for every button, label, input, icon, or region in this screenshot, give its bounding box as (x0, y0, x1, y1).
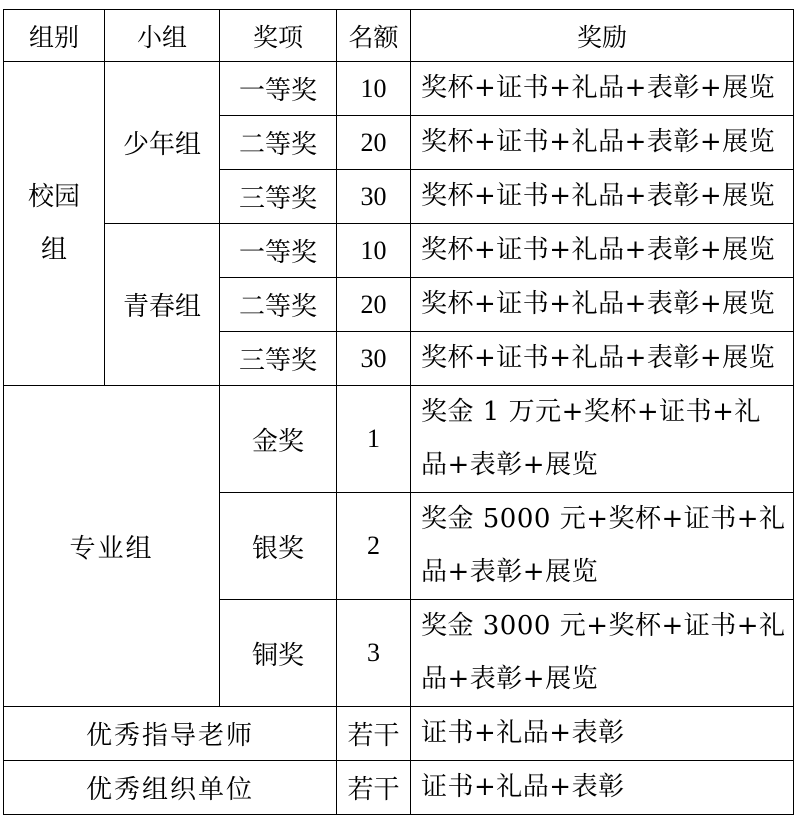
award-quota: 2 (337, 493, 411, 600)
special-quota: 若干 (337, 761, 411, 815)
award-reward: 奖杯+证书+礼品+表彰+展览 (411, 62, 794, 116)
award-quota: 20 (337, 278, 411, 332)
award-reward: 奖杯+证书+礼品+表彰+展览 (411, 278, 794, 332)
award-quota: 20 (337, 116, 411, 170)
award-reward: 奖杯+证书+礼品+表彰+展览 (411, 332, 794, 386)
award-item: 一等奖 (220, 224, 337, 278)
award-quota: 10 (337, 62, 411, 116)
special-reward: 证书+礼品+表彰 (411, 761, 794, 815)
award-quota: 30 (337, 332, 411, 386)
award-item: 二等奖 (220, 278, 337, 332)
table-row (4, 62, 794, 116)
header-row (4, 10, 794, 62)
special-item: 优秀组织单位 (4, 761, 337, 815)
table-row (4, 761, 794, 815)
award-quota: 10 (337, 224, 411, 278)
special-item: 优秀指导老师 (4, 707, 337, 761)
header-reward: 奖励 (411, 10, 794, 62)
special-quota: 若干 (337, 707, 411, 761)
award-quota: 1 (337, 386, 411, 493)
header-group: 组别 (4, 10, 105, 62)
awards-table (3, 9, 794, 815)
header-subgroup: 小组 (105, 10, 220, 62)
award-reward: 奖金 3000 元+奖杯+证书+礼品+表彰+展览 (411, 600, 794, 707)
group-professional: 专业组 (4, 386, 220, 707)
award-item: 三等奖 (220, 170, 337, 224)
group-campus: 校园组 (4, 62, 105, 386)
table-row (4, 386, 794, 493)
award-quota: 3 (337, 600, 411, 707)
award-reward: 奖杯+证书+礼品+表彰+展览 (411, 224, 794, 278)
award-reward: 奖杯+证书+礼品+表彰+展览 (411, 116, 794, 170)
award-item: 银奖 (220, 493, 337, 600)
table-row (4, 224, 794, 278)
header-quota: 名额 (337, 10, 411, 62)
table-row (4, 707, 794, 761)
award-reward: 奖金 1 万元+奖杯+证书+礼品+表彰+展览 (411, 386, 794, 493)
award-reward: 奖金 5000 元+奖杯+证书+礼品+表彰+展览 (411, 493, 794, 600)
header-item: 奖项 (220, 10, 337, 62)
award-quota: 30 (337, 170, 411, 224)
special-reward: 证书+礼品+表彰 (411, 707, 794, 761)
award-item: 铜奖 (220, 600, 337, 707)
award-item: 金奖 (220, 386, 337, 493)
award-reward: 奖杯+证书+礼品+表彰+展览 (411, 170, 794, 224)
award-item: 三等奖 (220, 332, 337, 386)
subgroup-junior: 少年组 (105, 62, 220, 224)
award-item: 二等奖 (220, 116, 337, 170)
award-item: 一等奖 (220, 62, 337, 116)
subgroup-youth: 青春组 (105, 224, 220, 386)
